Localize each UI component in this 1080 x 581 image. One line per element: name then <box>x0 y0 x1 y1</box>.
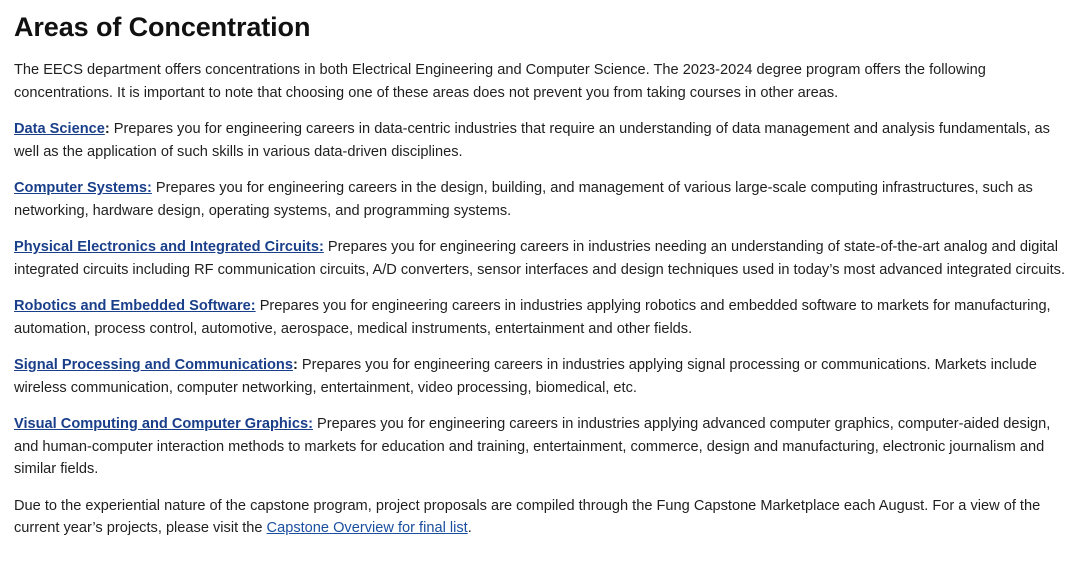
concentration-description: Prepares you for engineering careers in industries applying robotics and embedded software to markets for manufacturing, automation, process control, automotive, aerospace, medical instruments, entertainment and other fields. <box>14 298 1051 337</box>
concentration-physical-electronics <box>14 236 1066 281</box>
concentration-separator: : <box>104 121 110 137</box>
concentration-description: Prepares you for engineering careers in the design, building, and management of various large-scale computing infrastructures, such as networking, hardware design, operating systems, and programming systems. <box>14 180 1033 219</box>
closing-text: Due to the experiential nature of the capstone program, project proposals are compiled through the Fung Capstone Marketplace each August. For a view of the current year’s projects, please visit the <box>14 497 1041 536</box>
concentration-separator: : <box>292 357 298 373</box>
page-title: Areas of Concentration <box>14 12 311 42</box>
concentration-link-signal-processing[interactable]: Signal Processing and Communications <box>14 357 293 373</box>
concentration-link-visual-computing[interactable]: Visual Computing and Computer Graphics: <box>14 416 313 432</box>
concentration-computer-systems <box>14 177 1066 222</box>
concentration-link-robotics[interactable]: Robotics and Embedded Software: <box>14 298 256 314</box>
concentration-signal-processing <box>14 354 1066 399</box>
concentration-link-computer-systems[interactable]: Computer Systems: <box>14 180 152 196</box>
concentration-robotics <box>14 295 1066 340</box>
concentration-description: Prepares you for engineering careers in industries applying signal processing or communications. Markets include wireless communication, computer networking, entertainment, video processing, biomedical, etc. <box>14 357 1037 396</box>
concentration-link-physical-electronics[interactable]: Physical Electronics and Integrated Circuits: <box>14 239 324 255</box>
capstone-overview-link[interactable]: Capstone Overview for final list <box>266 520 468 536</box>
concentration-description: Prepares you for engineering careers in industries applying advanced computer graphics, computer-aided design, and human-computer interaction methods to markets for education and training, entertainment, commerce, design and manufacturing, electronic journalism and similar fields. <box>14 416 1051 477</box>
closing-period: . <box>467 520 472 536</box>
concentration-description: Prepares you for engineering careers in industries needing an understanding of state-of-the-art analog and digital integrated circuits including RF communication circuits, A/D converters, sensor interfaces and design techniques used in today’s most advanced integrated circuits. <box>14 239 1066 278</box>
concentration-visual-computing <box>14 413 1066 481</box>
concentration-data-science <box>14 118 1066 163</box>
intro-paragraph: The EECS department offers concentrations in both Electrical Engineering and Computer Science. The 2023-2024 degree program offers the following concentrations. It is important to note that choosing one of these areas does not prevent you from taking courses in other areas. <box>14 62 986 101</box>
closing-paragraph <box>14 495 1066 540</box>
concentration-link-data-science[interactable]: Data Science <box>14 121 105 137</box>
concentration-description: Prepares you for engineering careers in data-centric industries that require an understanding of data management and analysis fundamentals, as well as the application of such skills in various data-driven disciplines. <box>14 121 1050 160</box>
